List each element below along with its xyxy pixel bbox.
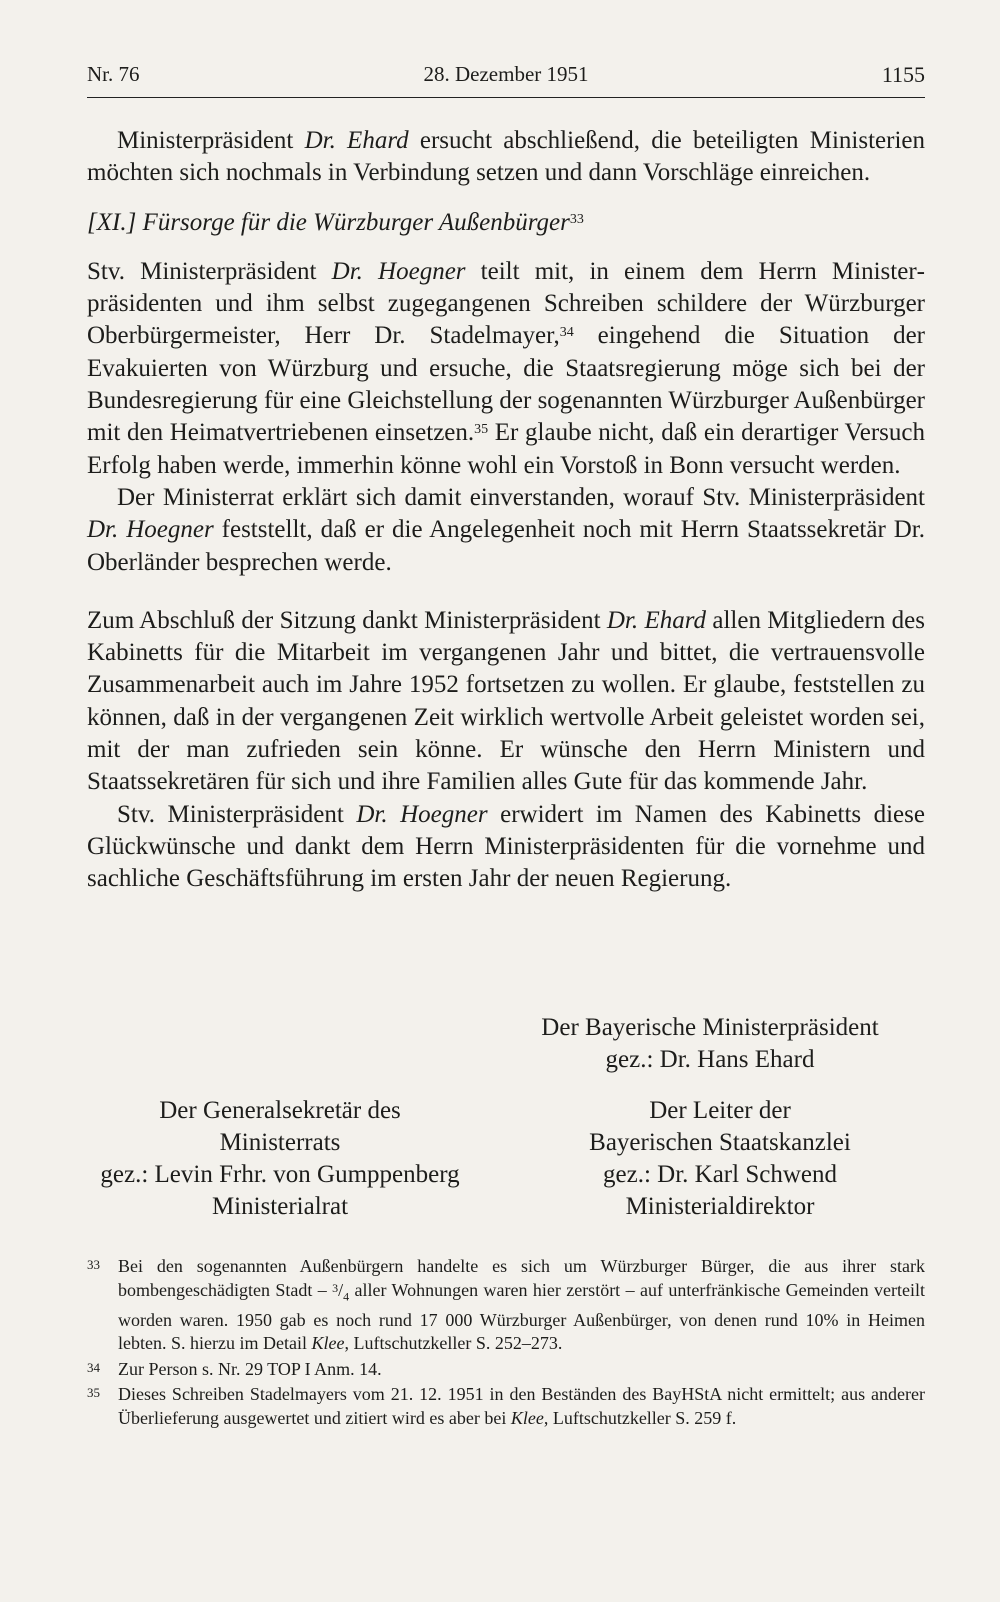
signature-title: Der Generalsekretär des bbox=[159, 1097, 401, 1124]
person-name: Dr. Hoegner bbox=[331, 257, 466, 285]
text-run: teilt mit, in einem dem Herrn Ministerpräsidenten und ihm selbst zugegangenen Schreiben schildere der Würzburger Oberbürgermeister, Herr Dr. Stadelmayer, bbox=[87, 257, 925, 350]
signature-name: gez.: Levin Frhr. von Gumppenberg bbox=[100, 1161, 460, 1188]
paragraph-ehard-request bbox=[87, 125, 925, 190]
footnote-text: , Luftschutzkeller S. 259 f. bbox=[543, 1407, 737, 1428]
text-run: allen Mitgliedern des Kabinetts für die Mitarbeit im vergangenen Jahr und bittet, die vertrauensvolle Zusammenarbeit auch im Jahre 1952 fortsetzen zu wollen. Er glaube, feststellen zu können, daß in der vergangenen Zeit wirklich wertvolle Arbeit geleistet worden sei, mit der man zufrieden sein könne. Er wünsche den Herrn Ministern und Staatssekretären für sich und ihre Familien alles Gute für das kommende Jahr. bbox=[87, 606, 925, 796]
footnote-ref: 35 bbox=[474, 422, 489, 438]
footnote-35 bbox=[87, 1383, 925, 1430]
document-body bbox=[87, 125, 925, 896]
paragraph-hoegner-report bbox=[87, 256, 925, 482]
footnote-34 bbox=[87, 1358, 925, 1382]
author-name: Klee bbox=[311, 1333, 345, 1354]
text-run: Er glaube nicht, daß ein derartiger Versuch Erfolg haben werde, immerhin könne wohl ein Vorstoß in Bonn versucht werden. bbox=[87, 419, 925, 479]
text-run: Stv. Ministerpräsident bbox=[87, 257, 332, 285]
signature-president bbox=[500, 1012, 920, 1076]
text-run: feststellt, daß er die Angelegenheit noch mit Herrn Staatssekretär Dr. Oberländer besprechen werde. bbox=[87, 516, 925, 576]
person-name: Dr. Hoegner bbox=[356, 800, 488, 828]
text-run: Der Ministerrat erklärt sich damit einverstanden, worauf Stv. Ministerpräsident bbox=[117, 483, 925, 511]
footnote-text: Bei den sogenannten Außenbürgern handelte es sich um Würzburger Bürger, die aus ihrer stark bombengeschädigten Stadt – bbox=[118, 1256, 925, 1300]
page-number: 1155 bbox=[881, 62, 925, 87]
footnote-number: 35 bbox=[87, 1385, 100, 1401]
signature-title: Bayerischen Staatskanzlei bbox=[589, 1129, 851, 1156]
text-run: Zum Abschluß der Sitzung dankt Ministerpräsident bbox=[87, 606, 607, 634]
footnote-ref: 34 bbox=[559, 325, 574, 341]
section-heading bbox=[87, 207, 925, 239]
person-name: Dr. Ehard bbox=[304, 127, 409, 154]
header-date: 28. Dezember 1951 bbox=[423, 62, 589, 86]
signature-title: Der Bayerische Ministerpräsident bbox=[541, 1014, 879, 1041]
footnote-number: 33 bbox=[87, 1257, 100, 1272]
footnote-text: aller Wohnungen waren hier zerstört – auf unterfränkische Gemeinden verteilt worden waren. 1950 gab es noch rund 17 000 Würzburger Außenbürger, von denen rund 10% in Heimen lebten. S. hierzu im Detail bbox=[118, 1279, 925, 1354]
signature-chancellery bbox=[510, 1095, 930, 1223]
paragraph-closing-thanks bbox=[87, 605, 925, 799]
signature-title: Der Leiter der bbox=[649, 1097, 791, 1124]
text-run: eingehend die Situation der Evakuierten von Würzburg und ersuche, die Staatsregierung möge sich bei der Bundesregierung für eine Gleichstellung der sogenannten Würzburger Außenbürger mit den Heimatvertriebenen einsetzen. bbox=[87, 322, 926, 447]
footnotes bbox=[87, 1255, 925, 1432]
signature-rank: Ministerialrat bbox=[211, 1193, 349, 1220]
paragraph-council-agrees bbox=[87, 482, 925, 579]
text-run: ersucht abschließend, die beteiligten Ministerien möchten sich nochmals in Verbindung setzen und dann Vorschläge einreichen. bbox=[87, 127, 925, 187]
paragraph-hoegner-reply bbox=[87, 799, 925, 896]
fraction-denominator: 4 bbox=[343, 1289, 350, 1304]
person-name: Dr. Hoegner bbox=[87, 516, 214, 544]
text-run: Ministerpräsident bbox=[117, 127, 305, 154]
page-header bbox=[87, 62, 925, 90]
heading-text: [XI.] Fürsorge für die Würzburger Außenbürger bbox=[87, 208, 570, 236]
signature-secretary bbox=[70, 1095, 490, 1223]
signature-rank: Ministerialdirektor bbox=[625, 1193, 815, 1220]
text-run: erwidert im Namen des Kabinetts diese Glückwünsche und dankt dem Herrn Ministerpräsidenten für die vornehme und sachliche Geschäftsführung im ersten Jahr der neuen Regierung. bbox=[87, 800, 925, 893]
text-run: Stv. Ministerpräsident bbox=[117, 800, 357, 828]
footnote-33: 33 Bei den sogenannten Außenbürgern handelte es sich um Würzburger Bürger, die aus ihrer stark bombengeschädigten Stadt – $^3/_4$ aller Wohnungen waren hier zerstört – auf unterfränkische Gemeinden verteilt worden waren. 1950 gab es noch rund 17 000 Würzburger Außenbürger, von denen rund 10% in Heimen lebten. S. hierzu im Detail Klee, Luftschutzkeller S. 252–273. bbox=[87, 1255, 925, 1356]
footnote-text: , Luftschutzkeller S. 252–273. bbox=[344, 1333, 563, 1354]
fraction-numerator: 3 bbox=[332, 1280, 339, 1295]
person-name: Dr. Ehard bbox=[606, 606, 707, 634]
author-name: Klee bbox=[510, 1407, 544, 1428]
footnote-ref: 33 bbox=[569, 211, 584, 227]
signature-title: Ministerrats bbox=[219, 1129, 341, 1156]
footnote-text: Dieses Schreiben Stadelmayers vom 21. 12. 1951 in den Beständen des BayHStA nicht ermittelt; aus anderer Überlieferung ausgewertet und zitiert wird es aber bei bbox=[118, 1384, 925, 1428]
document-number: Nr. 76 bbox=[87, 62, 140, 86]
footnote-number: 34 bbox=[87, 1359, 100, 1375]
header-rule bbox=[87, 97, 925, 98]
signature-name: gez.: Dr. Karl Schwend bbox=[603, 1161, 837, 1188]
signature-name: gez.: Dr. Hans Ehard bbox=[605, 1046, 815, 1073]
footnote-text: Zur Person s. Nr. 29 TOP I Anm. 14. bbox=[118, 1358, 382, 1379]
